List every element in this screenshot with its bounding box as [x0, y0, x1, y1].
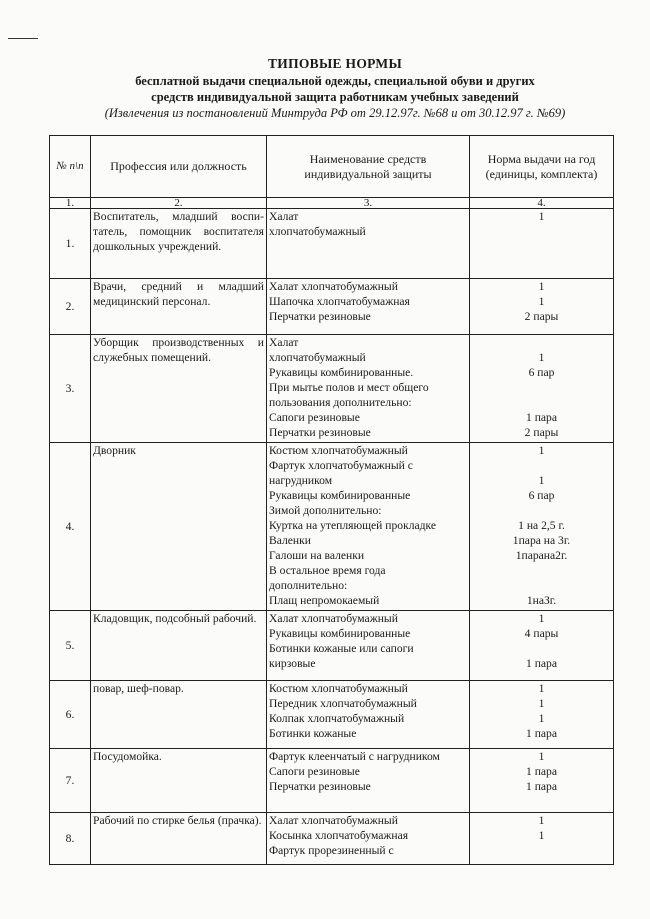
norm-quantity-cell [470, 279, 614, 335]
protection-item: Рукавицы комбинированные. [269, 366, 414, 379]
norm-quantity: 1 [538, 351, 545, 364]
header-annual-norm: Норма выдачи на год (единицы, комплекта) [470, 136, 614, 198]
protection-items-cell [267, 749, 470, 813]
norm-quantity: 1 [538, 295, 545, 308]
protection-item: хлопчатобумажный [269, 351, 366, 364]
protection-item: Колпак хлопчатобумажный [269, 712, 405, 725]
profession-cell: повар, шеф-повар. [91, 681, 267, 749]
table-row [50, 749, 614, 813]
protection-item: Ботинки кожаные или сапоги [269, 642, 414, 655]
table-row [50, 209, 614, 279]
norm-quantity [472, 458, 611, 473]
protection-item: В остальное время года [269, 564, 386, 577]
norm-quantity: 1 [538, 280, 545, 293]
protection-items-cell [267, 681, 470, 749]
row-number: 8. [50, 813, 91, 865]
row-number: 2. [50, 279, 91, 335]
protection-item: пользования дополнительно: [269, 396, 412, 409]
row-number: 6. [50, 681, 91, 749]
protection-items-cell [267, 335, 470, 443]
protection-item: Ботинки кожаные [269, 727, 357, 740]
norm-quantity: 1 [538, 750, 545, 763]
protection-item: Халат [269, 210, 299, 223]
document-source-note: (Извлечения из постановлений Минтруда РФ от 29.12.97г. №68 и от 30.12.97 г. №69) [104, 106, 566, 120]
protection-item: Халат хлопчатобумажный [269, 280, 398, 293]
table-row [50, 279, 614, 335]
profession-cell: Рабочий по стирке белья (прачка). [91, 813, 267, 865]
norm-quantity-cell [470, 335, 614, 443]
protection-item: Передник хлопчатобумажный [269, 697, 417, 710]
protection-item: Валенки [269, 534, 311, 547]
protection-item: Рукавицы комбинированные [269, 627, 411, 640]
norm-quantity: 1 пара [526, 411, 557, 424]
profession-cell: Уборщик производственных и служебных помещений. [91, 335, 267, 443]
norm-quantity-cell [470, 611, 614, 681]
norm-quantity: 1 [538, 712, 545, 725]
protection-item: дополнительно: [269, 579, 348, 592]
row-number: 5. [50, 611, 91, 681]
colnum-3: 3. [267, 198, 470, 209]
norm-quantity-cell [470, 813, 614, 865]
norm-quantity: 1 [538, 829, 545, 842]
profession-cell: Посудомойка. [91, 749, 267, 813]
protection-item: Зимой дополнительно: [269, 504, 382, 517]
norm-quantity: 1 [538, 444, 545, 457]
protection-item: кирзовые [269, 657, 316, 670]
norm-quantity: 2 пары [524, 426, 559, 439]
protection-item: Косынка хлопчатобумажная [269, 829, 409, 842]
protection-items-cell [267, 611, 470, 681]
norm-quantity: 1 [538, 210, 545, 223]
norm-quantity [472, 335, 611, 350]
norm-quantity [472, 503, 611, 518]
document-subtitle-line-1: бесплатной выдачи специальной одежды, специальной обуви и других [135, 74, 535, 88]
norm-quantity: 1пара на 3г. [512, 534, 571, 547]
protection-item: Перчатки резиновые [269, 426, 371, 439]
norm-quantity: 1 пара [526, 765, 557, 778]
norm-quantity [472, 843, 611, 858]
row-number: 7. [50, 749, 91, 813]
protection-items-cell [267, 209, 470, 279]
protection-item: Галоши на валенки [269, 549, 365, 562]
protection-item: Халат хлопчатобумажный [269, 612, 398, 625]
protection-item: Сапоги резиновые [269, 765, 360, 778]
norm-quantity-cell [470, 749, 614, 813]
protection-item: Перчатки резиновые [269, 780, 371, 793]
protection-item: нагрудником [269, 474, 333, 487]
table-header-row [50, 136, 614, 198]
colnum-1: 1. [50, 198, 91, 209]
norm-quantity-cell [470, 681, 614, 749]
header-number: № п\п [50, 136, 91, 198]
protection-item: Рукавицы комбинированные [269, 489, 411, 502]
norm-quantity: 1 пара [526, 727, 557, 740]
norm-quantity [472, 224, 611, 239]
norm-quantity: 1 пара [526, 780, 557, 793]
protection-item: хлопчатобумажный [269, 225, 366, 238]
protection-item: Сапоги резиновые [269, 411, 360, 424]
pen-mark [8, 38, 38, 39]
protection-item: Костюм хлопчатобумажный [269, 444, 408, 457]
norm-quantity: 1наЗг. [526, 594, 557, 607]
table-row [50, 813, 614, 865]
row-number: 4. [50, 443, 91, 611]
norm-quantity-cell [470, 209, 614, 279]
table-row [50, 335, 614, 443]
norm-quantity [472, 641, 611, 656]
norm-quantity: 6 пар [528, 366, 555, 379]
norm-quantity: 2 пары [524, 310, 559, 323]
protection-items-cell [267, 443, 470, 611]
norms-table [49, 135, 614, 865]
header-profession: Профессия или должность [91, 136, 267, 198]
profession-cell: Воспитатель, младший воспи-татель, помощник воспитателя дошкольных учреждений. [91, 209, 267, 279]
colnum-2: 2. [91, 198, 267, 209]
norm-quantity: 6 пар [528, 489, 555, 502]
norm-quantity: 1 на 2,5 г. [518, 519, 565, 532]
norm-quantity [472, 395, 611, 410]
norm-quantity: 1 [538, 682, 545, 695]
protection-item: Куртка на утепляющей прокладке [269, 519, 437, 532]
profession-cell: Дворник [91, 443, 267, 611]
profession-cell: Врачи, средний и младший медицинский персонал. [91, 279, 267, 335]
document-subtitle-line-2: средств индивидуальной защита работникам учебных заведений [151, 90, 519, 104]
norm-quantity [472, 380, 611, 395]
protection-item: При мытье полов и мест общего [269, 381, 429, 394]
protection-item: Халат [269, 336, 299, 349]
protection-item: Перчатки резиновые [269, 310, 371, 323]
row-number: 3. [50, 335, 91, 443]
row-number: 1. [50, 209, 91, 279]
norm-quantity: 1 [538, 612, 545, 625]
column-number-row [50, 198, 614, 209]
norm-quantity: 1парана2г. [515, 549, 568, 562]
norm-quantity: 1 [538, 814, 545, 827]
norm-quantity: 4 пары [524, 627, 559, 640]
colnum-4: 4. [470, 198, 614, 209]
norm-quantity-cell [470, 443, 614, 611]
protection-item: Костюм хлопчатобумажный [269, 682, 408, 695]
protection-item: Фартук хлопчатобумажный с [269, 459, 413, 472]
protection-item: Фартук клеенчатый с нагрудником [269, 750, 440, 763]
norm-quantity [472, 578, 611, 593]
profession-cell: Кладовщик, подсобный рабочий. [91, 611, 267, 681]
table-row [50, 681, 614, 749]
norm-quantity: 1 пара [526, 657, 557, 670]
norm-quantity [472, 563, 611, 578]
protection-item: Плащ непромокаемый [269, 594, 380, 607]
protection-item: Фартук прорезиненный с [269, 844, 394, 857]
header-protection-means: Наименование средств индивидуальной защиты [267, 136, 470, 198]
protection-item: Халат хлопчатобумажный [269, 814, 398, 827]
protection-items-cell [267, 813, 470, 865]
norm-quantity: 1 [538, 697, 545, 710]
table-row [50, 443, 614, 611]
protection-items-cell [267, 279, 470, 335]
table-row [50, 611, 614, 681]
norm-quantity: 1 [538, 474, 545, 487]
protection-item: Шапочка хлопчатобумажная [269, 295, 410, 308]
document-title: ТИПОВЫЕ НОРМЫ [267, 56, 403, 71]
